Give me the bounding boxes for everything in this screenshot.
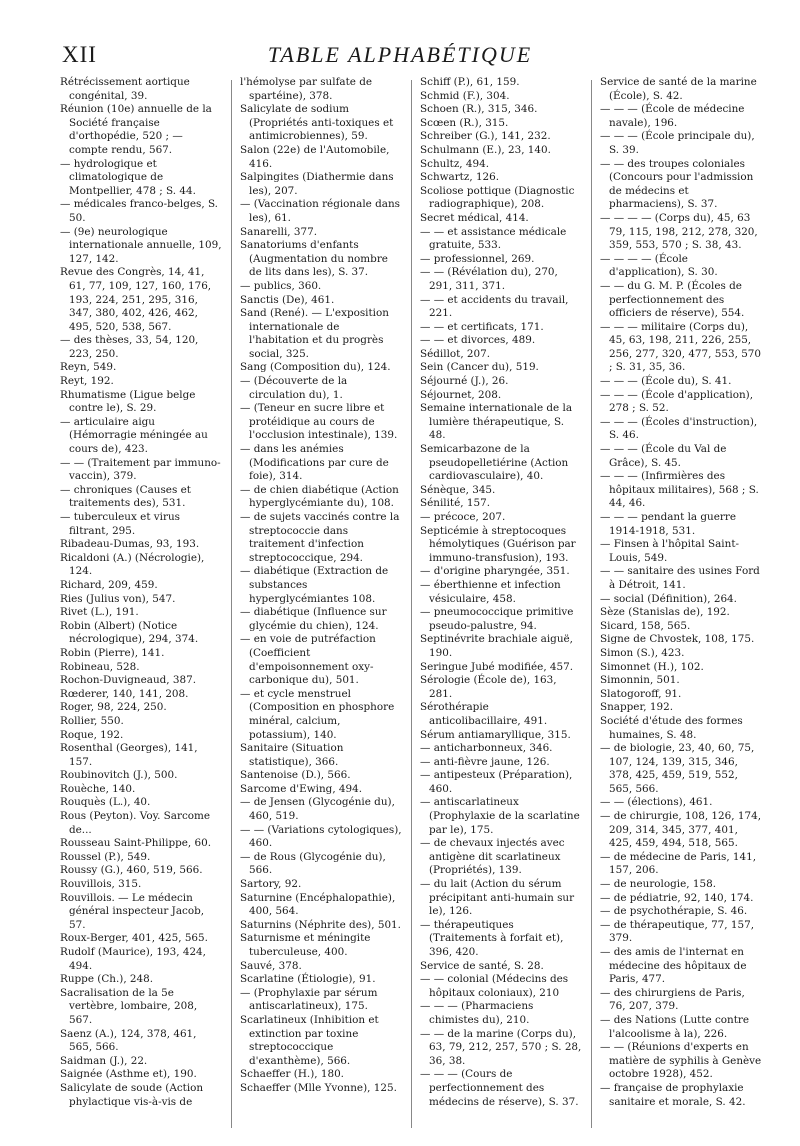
index-entry: Robin (Albert) (Notice nécrologique), 294, 374.: [60, 619, 199, 646]
index-entry: — éberthienne et infection vésiculaire, 458.: [420, 578, 561, 605]
index-entry: Sacralisation de la 5e vertèbre, lombaire, 208, 567.: [60, 986, 198, 1026]
index-entry: Ribadeau-Dumas, 93, 193.: [60, 538, 200, 551]
index-entry: — de chien diabétique (Action hyperglycémiante du), 108.: [240, 483, 399, 510]
index-entry: — — — (Écoles d'instruction), S. 46.: [600, 415, 758, 442]
index-entry: Roussy (G.), 460, 519, 566.: [60, 864, 203, 877]
index-entry: — — de la marine (Corps du), 63, 79, 212, 257, 570 ; S. 28, 36, 38.: [420, 1027, 582, 1067]
index-entry: — anti-fièvre jaune, 126.: [420, 755, 550, 768]
index-entry: — pneumococcique primitive pseudo-palustre, 94.: [420, 606, 574, 632]
index-entry: Simonnin, 501.: [600, 674, 680, 687]
index-entry: — dans les anémies (Modifications par cure de foie), 314.: [240, 443, 389, 483]
index-entry: Rétrécissement aortique congénital, 39.: [60, 76, 190, 102]
index-entry: — — (élections), 461.: [600, 796, 713, 809]
index-entry: Saturnine (Encéphalopathie), 400, 564.: [240, 891, 396, 918]
index-entry: — (Découverte de la circulation du), 1.: [240, 375, 348, 401]
index-entry: Revue des Congrès, 14, 41, 61, 77, 109, 127, 160, 176, 193, 224, 251, 295, 316, 347, 380, 402, 426, 462, 495, 520, 538, 567.: [60, 266, 212, 333]
index-entry: Richard, 209, 459.: [60, 578, 158, 591]
index-entry: Robin (Pierre), 141.: [60, 646, 165, 659]
index-entry: Sand (René). — L'exposition internationale de l'habitation et du progrès social, 325.: [240, 307, 389, 360]
index-entry: Salicylate de soude (Action phylactique vis-à-vis de: [60, 1081, 204, 1108]
page-number: XII: [62, 42, 97, 67]
index-entry: Rhumatisme (Ligue belge contre le), S. 29.: [60, 388, 196, 415]
index-entry: Slatogoroff, 91.: [600, 687, 682, 700]
index-entry: Séjourné (J.), 26.: [420, 375, 509, 388]
index-column-3: [420, 76, 582, 1109]
index-entry: Salpingites (Diathermie dans les), 207.: [240, 171, 394, 197]
index-entry: Roux-Berger, 401, 425, 565.: [60, 932, 208, 945]
index-entry: Simonnet (H.), 102.: [600, 660, 704, 673]
index-columns: [60, 76, 770, 1136]
index-entry: Sédillot, 207.: [420, 347, 491, 360]
index-entry: Schiff (P.), 61, 159.: [420, 76, 520, 88]
index-entry: Secret médical, 414.: [420, 211, 529, 224]
index-entry: — — des troupes coloniales (Concours pour l'admission de médecins et pharmaciens), S. 37.: [600, 157, 754, 211]
index-entry: Roger, 98, 224, 250.: [60, 701, 167, 714]
index-entry: Schaeffer (Mlle Yvonne), 125.: [240, 1081, 397, 1094]
index-entry: Schulmann (E.), 23, 140.: [420, 143, 551, 156]
index-entry: Saidman (J.), 22.: [60, 1054, 148, 1067]
index-entry: Rœderer, 140, 141, 208.: [60, 687, 189, 700]
column-divider: [591, 80, 592, 1128]
index-entry: — — — — (École d'application), S. 30.: [600, 252, 718, 279]
index-entry: — de neurologie, 158.: [600, 878, 716, 891]
index-entry: Scarlatine (Étiologie), 91.: [240, 973, 376, 986]
index-entry: — en voie de putréfaction (Coefficient d'empoisonnement oxy-carbonique du), 501.: [240, 633, 376, 687]
index-entry: — de chirurgie, 108, 126, 174, 209, 314, 345, 377, 401, 425, 459, 494, 518, 565.: [600, 810, 761, 850]
index-entry: — — — militaire (Corps du), 45, 63, 198, 211, 226, 255, 256, 277, 320, 477, 553, 570 ; S. 31, 35, 36.: [600, 320, 762, 374]
index-entry: Réunion (10e) annuelle de la Société française d'orthopédie, 520 ; — compte rendu, 567.: [60, 103, 212, 156]
index-entry: — — — (Pharmaciens chimistes du), 210.: [420, 1000, 534, 1026]
index-entry: — thérapeutiques (Traitements à forfait et), 396, 420.: [420, 918, 564, 958]
column-divider: [231, 80, 232, 1128]
index-entry: Rouvillois. — Le médecin général inspecteur Jacob, 57.: [60, 891, 205, 931]
index-entry: — de psychothérapie, S. 46.: [600, 905, 748, 918]
index-entry: Schoen (R.), 315, 346.: [420, 103, 538, 116]
index-entry: — des amis de l'internat en médecine des hôpitaux de Paris, 477.: [600, 946, 747, 986]
index-entry: Simon (S.), 423.: [600, 646, 685, 659]
index-entry: Rollier, 550.: [60, 714, 124, 727]
index-entry: — tuberculeux et virus filtrant, 295.: [60, 511, 180, 537]
index-entry: Sarcome d'Ewing, 494.: [240, 782, 363, 795]
index-entry: — de chevaux injectés avec antigène dit scarlatineux (Propriétés), 139.: [420, 837, 565, 877]
index-entry: Ries (Julius von), 547.: [60, 592, 176, 605]
index-entry: Sanitaire (Situation statistique), 366.: [240, 742, 344, 768]
index-entry: — — — (École principale du), S. 39.: [600, 130, 755, 156]
index-entry: — publics, 360.: [240, 279, 322, 292]
index-entry: Roubinovitch (J.), 500.: [60, 769, 178, 782]
index-entry: Robineau, 528.: [60, 660, 140, 673]
index-entry: — chroniques (Causes et traitements des), 531.: [60, 483, 191, 510]
index-entry: — — — pendant la guerre 1914-1918, 531.: [600, 511, 736, 537]
index-entry: Roussel (P.), 549.: [60, 850, 151, 863]
index-entry: Service de santé de la marine (École), S. 42.: [600, 76, 757, 102]
index-entry: Ricaldoni (A.) (Nécrologie), 124.: [60, 551, 205, 578]
index-entry: — de biologie, 23, 40, 60, 75, 107, 124, 139, 315, 346, 378, 425, 459, 519, 552, 565, 566.: [600, 742, 755, 795]
index-entry: Rudolf (Maurice), 193, 424, 494.: [60, 946, 206, 972]
index-entry: — diabétique (Extraction de substances hyperglycémiantes 108.: [240, 565, 389, 605]
index-entry: Roque, 192.: [60, 728, 124, 741]
index-entry: — médicales franco-belges, S. 50.: [60, 198, 218, 224]
index-entry: — — et accidents du travail, 221.: [420, 293, 569, 320]
index-entry: Sanctis (De), 461.: [240, 293, 335, 306]
index-entry: Semicarbazone de la pseudopelletiérine (Action cardiovasculaire), 40.: [420, 443, 569, 483]
index-entry: — professionnel, 269.: [420, 252, 535, 265]
index-entry: Saignée (Asthme et), 190.: [60, 1068, 197, 1081]
index-entry: Société d'étude des formes humaines, S. 48.: [600, 714, 743, 741]
index-entry: — de médecine de Paris, 141, 157, 206.: [600, 850, 757, 877]
index-entry: Sérum antiamaryllique, 315.: [420, 728, 571, 741]
index-entry: — antiscarlatineux (Prophylaxie de la scarlatine par le), 175.: [420, 796, 580, 836]
index-entry: — Finsen à l'hôpital Saint-Louis, 549.: [600, 538, 740, 564]
index-entry: — et cycle menstruel (Composition en phosphore minéral, calcium, potassium), 140.: [240, 687, 395, 741]
index-entry: — française de prophylaxie sanitaire et morale, S. 42.: [600, 1081, 746, 1108]
index-entry: Septinévrite brachiale aiguë, 190.: [420, 633, 573, 659]
index-entry: — précoce, 207.: [420, 511, 506, 523]
index-entry: Septicémie à streptocoques hémolytiques (Guérison par immuno-transfusion), 193.: [420, 524, 576, 564]
index-entry: Signe de Chvostek, 108, 175.: [600, 633, 755, 646]
index-entry: Scoliose pottique (Diagnostic radiographique), 208.: [420, 184, 575, 211]
index-entry: — articulaire aigu (Hémorragie méningée au cours de), 423.: [60, 415, 208, 456]
index-entry: Rous (Peyton). Voy. Sarcome de...: [60, 810, 211, 836]
index-entry: — des chirurgiens de Paris, 76, 207, 379.: [600, 986, 745, 1013]
index-entry: Schultz, 494.: [420, 157, 490, 170]
index-entry: Sèze (Stanislas de), 192.: [600, 606, 730, 619]
index-entry: Rochon-Duvigneaud, 387.: [60, 674, 197, 687]
index-entry: — (Prophylaxie par sérum antiscarlatineux), 175.: [240, 986, 378, 1013]
index-entry: Scarlatineux (Inhibition et extinction par toxine streptococcique d'exanthème), 566.: [240, 1013, 379, 1067]
index-entry: — du lait (Action du sérum précipitant anti-humain sur le), 126.: [420, 878, 575, 918]
index-entry: — — et divorces, 489.: [420, 334, 536, 347]
index-entry: — — (Traitement par immuno-vaccin), 379.: [60, 456, 221, 483]
index-entry: Séjournet, 208.: [420, 388, 502, 401]
index-column-2: [240, 76, 402, 1096]
index-entry: Sanarelli, 377.: [240, 225, 318, 238]
index-entry: Saturnins (Néphrite des), 501.: [240, 918, 401, 931]
index-entry: — — sanitaire des usines Ford à Détroit, 141.: [600, 565, 760, 591]
page-title: TABLE ALPHABÉTIQUE: [267, 42, 533, 67]
index-entry: Schreiber (G.), 141, 232.: [420, 130, 551, 143]
index-entry: Salon (22e) de l'Automobile, 416.: [240, 143, 390, 170]
index-entry: Sanatoriums d'enfants (Augmentation du nombre de lits dans les), S. 37.: [240, 239, 388, 279]
index-entry: — de pédiatrie, 92, 140, 174.: [600, 891, 754, 904]
index-entry: Sénèque, 345.: [420, 483, 496, 496]
index-entry: Service de santé, S. 28.: [420, 959, 544, 972]
index-entry: Seringue Jubé modifiée, 457.: [420, 660, 574, 673]
index-entry: Schwartz, 126.: [420, 171, 500, 184]
index-entry: — d'origine pharyngée, 351.: [420, 565, 570, 578]
index-entry: Sartory, 92.: [240, 878, 302, 891]
index-entry: Rivet (L.), 191.: [60, 606, 139, 619]
index-entry: — — et certificats, 171.: [420, 320, 544, 333]
index-entry: — antipesteux (Préparation), 460.: [420, 769, 573, 795]
index-entry: — — — (École du), S. 41.: [600, 375, 732, 388]
index-entry: — — colonial (Médecins des hôpitaux coloniaux), 210: [420, 973, 569, 999]
index-entry: Rosenthal (Georges), 141, 157.: [60, 742, 198, 768]
index-entry: Sénilité, 157.: [420, 497, 490, 510]
index-entry: Schaeffer (H.), 180.: [240, 1068, 344, 1081]
index-entry: — des thèses, 33, 54, 120, 223, 250.: [60, 334, 199, 360]
index-entry: — — — (Infirmières des hôpitaux militaires), 568 ; S. 44, 46.: [600, 470, 759, 510]
index-entry: — de Rous (Glycogénie du), 566.: [240, 850, 386, 877]
index-entry: Snapper, 192.: [600, 701, 674, 714]
index-entry: — — — (Cours de perfectionnement des médecins de réserve), S. 37.: [420, 1068, 579, 1108]
index-entry: Sérothérapie anticolibacillaire, 491.: [420, 701, 548, 727]
index-column-4: [600, 76, 762, 1109]
index-entry: — — — (École d'application), 278 ; S. 52.: [600, 388, 754, 415]
index-entry: Sicard, 158, 565.: [600, 619, 691, 632]
index-entry: Scœen (R.), 315.: [420, 116, 509, 129]
index-entry: — — (Révélation du), 270, 291, 311, 371.: [420, 266, 558, 292]
index-entry: — — — (École de médecine navale), 196.: [600, 103, 745, 129]
index-entry: Sauvé, 378.: [240, 959, 302, 972]
index-entry: — hydrologique et climatologique de Montpellier, 478 ; S. 44.: [60, 157, 196, 197]
index-entry: — anticharbonneux, 346.: [420, 742, 553, 755]
index-entry: — (9e) neurologique internationale annuelle, 109, 127, 142.: [60, 225, 222, 265]
index-entry: — — du G. M. P. (Écoles de perfectionnement des officiers de réserve), 554.: [600, 279, 745, 320]
index-entry: — de sujets vaccinés contre la streptococcie dans traitement d'infection streptococcique, 294.: [240, 511, 400, 564]
index-entry: — (Teneur en sucre libre et protéidique au cours de l'occlusion intestinale), 139.: [240, 402, 398, 442]
index-entry: — — — — (Corps du), 45, 63 79, 115, 198, 212, 278, 320, 359, 553, 570 ; S. 38, 43.: [600, 211, 758, 252]
column-divider: [411, 80, 412, 1128]
index-entry: Salicylate de sodium (Propriétés anti-toxiques et antimicrobiennes), 59.: [240, 103, 394, 143]
index-entry: Rouquès (L.), 40.: [60, 796, 151, 809]
index-entry: — — (Réunions d'experts en matière de syphilis à Genève octobre 1928), 452.: [600, 1041, 762, 1081]
index-entry: — diabétique (Influence sur glycémie du chien), 124.: [240, 606, 387, 632]
index-entry: — — (Variations cytologiques), 460.: [240, 823, 402, 850]
index-entry: Reyn, 549.: [60, 361, 117, 374]
index-entry: — social (Définition), 264.: [600, 592, 737, 605]
index-entry: l'hémolyse par sulfate de spartéine), 378.: [240, 76, 373, 102]
index-entry: — des Nations (Lutte contre l'alcoolisme à la), 226.: [600, 1013, 750, 1040]
index-entry: Saenz (A.), 124, 378, 461, 565, 566.: [60, 1027, 197, 1054]
index-entry: Semaine internationale de la lumière thérapeutique, S. 48.: [420, 402, 573, 442]
index-entry: Sein (Cancer du), 519.: [420, 361, 539, 374]
index-entry: — — et assistance médicale gratuite, 533.: [420, 225, 567, 252]
index-entry: Rouèche, 140.: [60, 782, 136, 795]
index-entry: Saturnisme et méningite tuberculeuse, 400.: [240, 932, 371, 958]
index-entry: Sérologie (École de), 163, 281.: [420, 674, 557, 700]
index-entry: Reyt, 192.: [60, 375, 114, 388]
index-entry: Ruppe (Ch.), 248.: [60, 973, 154, 986]
index-entry: — de Jensen (Glycogénie du), 460, 519.: [240, 796, 395, 823]
index-entry: Rouvillois, 315.: [60, 878, 142, 891]
index-entry: Schmid (F.), 304.: [420, 89, 510, 102]
index-entry: Rousseau Saint-Philippe, 60.: [60, 837, 212, 850]
index-entry: Santenoise (D.), 566.: [240, 769, 351, 782]
index-entry: — de thérapeutique, 77, 157, 379.: [600, 918, 755, 945]
index-column-1: [60, 76, 222, 1109]
index-entry: Sang (Composition du), 124.: [240, 361, 391, 374]
index-entry: — (Vaccination régionale dans les), 61.: [240, 198, 400, 224]
index-entry: — — — (École du Val de Grâce), S. 45.: [600, 443, 727, 469]
